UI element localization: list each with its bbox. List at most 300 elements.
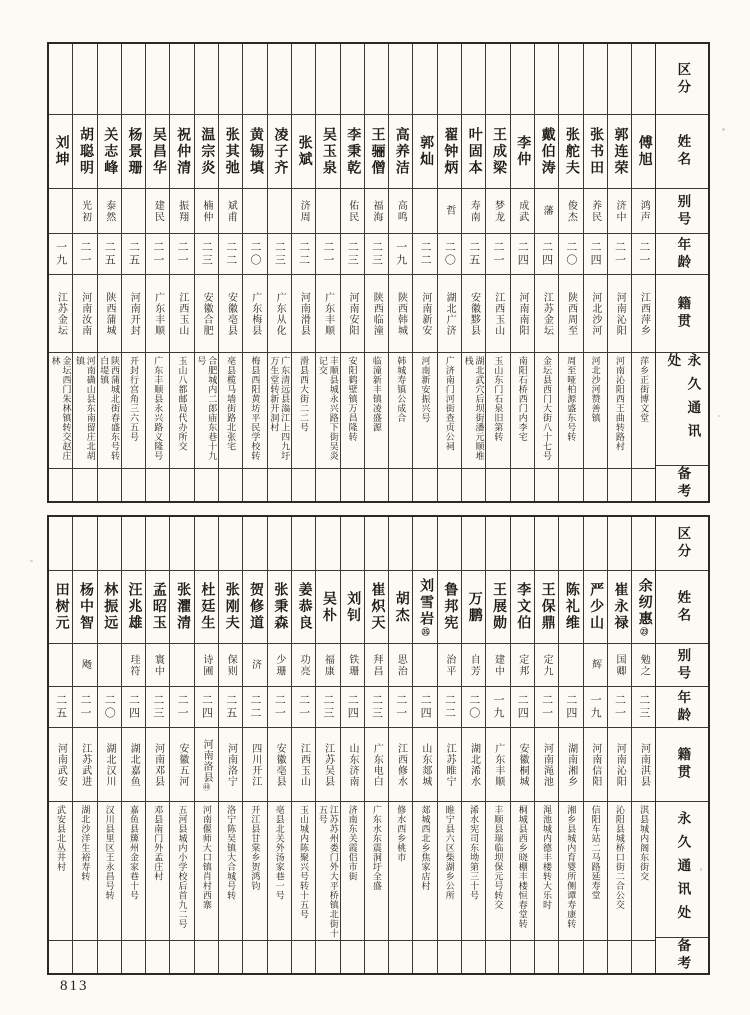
cell-name-text bbox=[51, 135, 71, 168]
cell-address bbox=[486, 802, 509, 941]
cell-name-text bbox=[585, 127, 605, 177]
cell-address bbox=[49, 802, 72, 941]
cell-address bbox=[389, 353, 412, 469]
cell-name-text bbox=[634, 578, 654, 636]
cell-name bbox=[341, 115, 364, 189]
cell-age bbox=[98, 687, 121, 728]
cell-alias bbox=[49, 644, 72, 687]
cell-address-text bbox=[638, 356, 649, 423]
cell-address-text bbox=[347, 805, 358, 881]
cell-remarks bbox=[292, 941, 315, 973]
cell-alias-value: 斌甫 bbox=[225, 199, 237, 223]
cell-origin bbox=[389, 275, 412, 353]
cell-alias-text bbox=[320, 654, 335, 677]
cell-division bbox=[511, 44, 534, 115]
cell-address bbox=[170, 802, 193, 941]
cell-age-text bbox=[466, 241, 482, 267]
cell-origin-text bbox=[395, 743, 407, 787]
cell-remarks bbox=[49, 469, 72, 501]
scan-speck bbox=[718, 415, 720, 417]
cell-division bbox=[438, 44, 461, 115]
cell-alias-text bbox=[393, 200, 408, 223]
cell-age bbox=[98, 234, 121, 275]
cell-name bbox=[195, 571, 218, 644]
cell-address-value: 韩城寿镇公成合 bbox=[396, 356, 407, 423]
person-column bbox=[97, 517, 121, 973]
cell-remarks bbox=[632, 469, 655, 501]
cell-origin bbox=[486, 275, 509, 353]
cell-remarks bbox=[462, 469, 485, 501]
cell-address-text bbox=[50, 356, 72, 468]
cell-alias bbox=[73, 189, 96, 234]
cell-division bbox=[170, 517, 193, 571]
cell-alias-value: 建中 bbox=[492, 653, 504, 677]
cell-address-value: 金坛县西门大街八十七号 bbox=[541, 356, 552, 461]
cell-origin-text bbox=[346, 743, 358, 787]
cell-address bbox=[219, 802, 242, 941]
cell-origin-value: 山东郯城 bbox=[419, 742, 431, 787]
cell-origin-text bbox=[638, 292, 650, 336]
cell-division bbox=[632, 44, 655, 115]
cell-division bbox=[365, 517, 388, 571]
cell-name bbox=[365, 571, 388, 644]
cell-address-text bbox=[225, 805, 236, 900]
cell-origin-text bbox=[517, 292, 529, 336]
cell-address-text bbox=[565, 805, 576, 929]
person-column bbox=[437, 44, 461, 501]
cell-division bbox=[413, 517, 436, 571]
row-header-label: 区分 bbox=[675, 61, 691, 97]
cell-name bbox=[49, 571, 72, 644]
cell-age-value: 二三 bbox=[346, 241, 359, 267]
cell-age-text bbox=[539, 694, 555, 720]
person-column bbox=[169, 517, 193, 973]
cell-origin-value: 广东丰顺 bbox=[322, 291, 334, 336]
cell-alias bbox=[268, 644, 291, 687]
cell-name-value: 刘坤 bbox=[53, 135, 69, 168]
cell-name bbox=[268, 571, 291, 644]
cell-address bbox=[632, 802, 655, 941]
cell-remarks bbox=[268, 941, 291, 973]
cell-age-text bbox=[441, 694, 457, 720]
cell-address-text bbox=[493, 805, 504, 910]
cell-age bbox=[195, 687, 218, 728]
cell-age-value: 二〇 bbox=[443, 241, 456, 267]
row-header-label: 姓名 bbox=[675, 134, 691, 169]
cell-alias-text bbox=[588, 659, 603, 671]
cell-age-value: 二三 bbox=[151, 694, 164, 720]
row-header-label: 永久通讯处 bbox=[675, 810, 691, 929]
cell-remarks bbox=[486, 941, 509, 973]
cell-alias-value: 少珊 bbox=[273, 653, 285, 677]
cell-address-text bbox=[55, 805, 66, 872]
cell-origin-value: 广东从化 bbox=[274, 291, 286, 336]
cell-name-text bbox=[221, 582, 241, 632]
cell-remarks bbox=[73, 941, 96, 973]
cell-division bbox=[98, 517, 121, 571]
cell-alias bbox=[219, 189, 242, 234]
cell-address-value: 江苏苏州娄门外大平桥镇北街十五号 bbox=[317, 805, 339, 938]
cell-address-value: 临潼新丰镇凌盛源 bbox=[371, 356, 382, 432]
cell-origin-value: 江苏吴县 bbox=[322, 742, 334, 787]
person-column bbox=[72, 44, 96, 501]
cell-origin bbox=[462, 728, 485, 802]
cell-alias-text bbox=[248, 659, 263, 671]
cell-name-text bbox=[221, 127, 241, 177]
cell-origin bbox=[195, 728, 218, 802]
cell-address bbox=[413, 353, 436, 469]
cell-age bbox=[122, 234, 145, 275]
cell-name-value: 余纫惠 bbox=[636, 578, 652, 628]
cell-age-value: 二二 bbox=[249, 694, 262, 720]
person-column bbox=[461, 44, 485, 501]
cell-origin-text bbox=[541, 292, 553, 336]
cell-origin bbox=[632, 728, 655, 802]
cell-alias bbox=[486, 189, 509, 234]
cell-age bbox=[341, 234, 364, 275]
cell-alias-value: 俊杰 bbox=[565, 199, 577, 223]
cell-alias bbox=[243, 189, 266, 234]
cell-age-value: 二四 bbox=[540, 241, 553, 267]
cell-name bbox=[389, 571, 412, 644]
person-column bbox=[437, 517, 461, 973]
cell-division bbox=[49, 44, 72, 115]
cell-name bbox=[122, 571, 145, 644]
cell-origin-text bbox=[274, 292, 286, 336]
cell-alias-text bbox=[102, 200, 117, 223]
cell-address-text bbox=[420, 805, 431, 891]
cell-address-value: 玉山城内陈聚兴号转十五号 bbox=[299, 805, 310, 919]
cell-age-value: 二一 bbox=[491, 241, 504, 267]
person-column bbox=[340, 517, 364, 973]
cell-division bbox=[146, 517, 169, 571]
cell-name-value: 林振远 bbox=[102, 582, 118, 632]
cell-name-value: 黄锡填 bbox=[248, 126, 264, 177]
cell-alias-text bbox=[223, 200, 238, 223]
cell-alias-text bbox=[515, 200, 530, 223]
cell-division bbox=[170, 44, 193, 115]
cell-address-value: 广东水东震洞圩全盛 bbox=[371, 805, 382, 891]
cell-alias bbox=[486, 644, 509, 687]
cell-address-text bbox=[614, 356, 625, 451]
cell-alias-text bbox=[199, 200, 214, 223]
cell-name-text bbox=[561, 127, 581, 177]
cell-division bbox=[413, 44, 436, 115]
cell-alias bbox=[632, 189, 655, 234]
cell-name-text bbox=[342, 591, 362, 624]
cell-division bbox=[486, 517, 509, 571]
cell-name-text bbox=[464, 127, 484, 177]
cell-alias bbox=[73, 644, 96, 687]
cell-age-value: 二二 bbox=[224, 241, 237, 267]
cell-origin-text bbox=[298, 743, 310, 787]
cell-name bbox=[316, 115, 339, 189]
cell-alias bbox=[49, 189, 72, 234]
cell-origin-text bbox=[468, 292, 480, 336]
cell-alias-text bbox=[369, 654, 384, 677]
cell-origin-value: 河南渑池 bbox=[541, 742, 553, 787]
cell-alias-text bbox=[442, 205, 457, 217]
person-column bbox=[461, 517, 485, 973]
cell-origin-value: 湖南湘乡 bbox=[565, 742, 577, 787]
cell-remarks bbox=[535, 469, 558, 501]
cell-name-value: 张刚夫 bbox=[223, 582, 239, 632]
cell-alias bbox=[316, 189, 339, 234]
cell-origin bbox=[511, 275, 534, 353]
cell-alias bbox=[413, 189, 436, 234]
cell-origin-value: 河南洛宁 bbox=[225, 742, 237, 787]
cell-address bbox=[632, 353, 655, 469]
cell-origin-text bbox=[152, 743, 164, 787]
cell-address-text bbox=[590, 356, 601, 423]
cell-origin-value: 江西玉山 bbox=[298, 742, 310, 787]
person-column bbox=[121, 44, 145, 501]
cell-address-text bbox=[614, 805, 625, 910]
annotation-mark: ㊵ bbox=[202, 782, 212, 791]
cell-age-value: 二〇 bbox=[467, 694, 480, 720]
cell-alias bbox=[365, 189, 388, 234]
cell-origin bbox=[243, 728, 266, 802]
cell-origin-value: 江西萍乡 bbox=[638, 291, 650, 336]
cell-name-value: 吴玉泉 bbox=[320, 126, 336, 177]
cell-age bbox=[195, 234, 218, 275]
cell-alias-value: 济中 bbox=[613, 199, 625, 223]
person-column bbox=[510, 44, 534, 501]
cell-age-value: 二四 bbox=[200, 694, 213, 720]
cell-name bbox=[170, 571, 193, 644]
cell-age-text bbox=[636, 694, 652, 720]
cell-address-text bbox=[517, 356, 528, 442]
cell-origin-value: 河南信阳 bbox=[589, 742, 601, 787]
cell-alias-value: 勉之 bbox=[638, 653, 650, 677]
cell-address-text bbox=[128, 356, 139, 442]
cell-remarks bbox=[98, 941, 121, 973]
cell-address-text bbox=[463, 356, 485, 468]
cell-age-text bbox=[587, 241, 603, 267]
cell-alias-value: 飏 bbox=[79, 659, 91, 671]
cell-name-value: 张舵夫 bbox=[563, 126, 579, 177]
row-header-column bbox=[655, 517, 708, 973]
scan-speck bbox=[30, 560, 33, 562]
cell-division bbox=[608, 517, 631, 571]
cell-origin-text bbox=[103, 292, 115, 336]
cell-alias bbox=[316, 644, 339, 687]
cell-name bbox=[365, 115, 388, 189]
cell-alias-value: 楠仲 bbox=[200, 199, 212, 223]
cell-name-value: 汪兆雄 bbox=[126, 582, 142, 632]
cell-name-value: 田树元 bbox=[53, 582, 69, 632]
cell-origin bbox=[146, 275, 169, 353]
cell-name-value: 万鹏 bbox=[466, 590, 482, 624]
cell-name bbox=[98, 571, 121, 644]
cell-alias-value: 珪符 bbox=[128, 653, 140, 677]
cell-origin-text bbox=[249, 743, 261, 787]
cell-remarks bbox=[559, 941, 582, 973]
cell-name-text bbox=[51, 582, 71, 632]
cell-alias bbox=[559, 189, 582, 234]
cell-age-text bbox=[466, 694, 482, 720]
cell-alias bbox=[195, 644, 218, 687]
row-header-column bbox=[655, 44, 708, 501]
cell-division bbox=[535, 517, 558, 571]
cell-alias-value: 铁珊 bbox=[346, 653, 358, 677]
cell-address-value: 河南偃师大口镇肖村西寨 bbox=[201, 805, 212, 910]
cell-address-value: 桐城县西乡晓棚丰楼恒春堂转 bbox=[517, 805, 528, 929]
cell-address-value: 金坛西门朱林镇转交赵庄林 bbox=[50, 356, 72, 461]
cell-alias-text bbox=[636, 654, 651, 677]
cell-origin bbox=[73, 275, 96, 353]
cell-age-value: 二四 bbox=[564, 694, 577, 720]
cell-origin-value: 湖北嘉鱼 bbox=[128, 742, 140, 787]
cell-address-text bbox=[196, 356, 218, 468]
cell-address bbox=[243, 353, 266, 469]
cell-name-text bbox=[439, 127, 459, 177]
cell-origin-text bbox=[541, 743, 553, 787]
cell-name bbox=[486, 115, 509, 189]
cell-address-value: 河南确山县东南留庄北胡镇 bbox=[74, 356, 96, 461]
row-header-label: 籍贯 bbox=[675, 296, 691, 331]
cell-alias-text bbox=[612, 200, 627, 223]
cell-age bbox=[170, 234, 193, 275]
cell-name-text bbox=[245, 127, 265, 177]
cell-address-text bbox=[517, 805, 528, 929]
cell-address bbox=[535, 353, 558, 469]
cell-name-text bbox=[537, 127, 557, 177]
row-header-cell bbox=[656, 234, 708, 275]
cell-origin-value: 河南武安 bbox=[55, 742, 67, 787]
cell-name-value: 傅旭 bbox=[636, 135, 652, 168]
person-column bbox=[218, 517, 242, 973]
cell-origin bbox=[170, 728, 193, 802]
cell-address-text bbox=[269, 356, 291, 468]
cell-name bbox=[559, 115, 582, 189]
cell-remarks bbox=[511, 469, 534, 501]
cell-origin bbox=[413, 728, 436, 802]
cell-alias bbox=[268, 189, 291, 234]
cell-age-text bbox=[611, 694, 627, 720]
cell-name-text bbox=[196, 127, 216, 177]
cell-alias-value: 建民 bbox=[152, 199, 164, 223]
cell-alias-value: 哲 bbox=[443, 205, 455, 217]
cell-origin-value: 安徽亳县 bbox=[274, 742, 286, 787]
cell-remarks bbox=[243, 469, 266, 501]
cell-division bbox=[511, 517, 534, 571]
cell-origin-value: 广东丰顺 bbox=[152, 291, 164, 336]
cell-name bbox=[486, 571, 509, 644]
cell-age bbox=[292, 687, 315, 728]
cell-alias-text bbox=[175, 200, 190, 223]
cell-address-text bbox=[420, 356, 431, 423]
person-column bbox=[510, 517, 534, 973]
cell-alias-value: 济 bbox=[249, 659, 261, 671]
cell-age-text bbox=[126, 694, 142, 720]
cell-address-text bbox=[444, 356, 455, 451]
cell-age-value: 二三 bbox=[321, 694, 334, 720]
cell-age-text bbox=[223, 241, 239, 267]
cell-origin bbox=[559, 275, 582, 353]
cell-age-text bbox=[563, 694, 579, 720]
cell-remarks bbox=[365, 469, 388, 501]
cell-division bbox=[243, 517, 266, 571]
cell-alias bbox=[292, 644, 315, 687]
cell-alias-value: 光初 bbox=[79, 199, 91, 223]
cell-alias-text bbox=[369, 200, 384, 223]
cell-division bbox=[219, 517, 242, 571]
cell-address bbox=[438, 802, 461, 941]
cell-origin-text bbox=[103, 743, 115, 787]
cell-address-text bbox=[395, 356, 406, 423]
cell-alias bbox=[170, 189, 193, 234]
cell-address-text bbox=[541, 356, 552, 461]
cell-origin-value: 山东济南 bbox=[346, 742, 358, 787]
cell-origin-text bbox=[152, 292, 164, 336]
cell-age-value: 二一 bbox=[151, 241, 164, 267]
cell-remarks bbox=[413, 941, 436, 973]
cell-age bbox=[49, 234, 72, 275]
cell-origin-text bbox=[614, 292, 626, 336]
cell-address bbox=[195, 353, 218, 469]
cell-name-text bbox=[269, 127, 289, 177]
cell-origin bbox=[219, 275, 242, 353]
cell-alias bbox=[438, 644, 461, 687]
cell-address bbox=[462, 353, 485, 469]
cell-age bbox=[219, 234, 242, 275]
cell-address bbox=[98, 802, 121, 941]
cell-origin-value: 安徽亳县 bbox=[225, 291, 237, 336]
cell-origin-text bbox=[201, 739, 213, 791]
cell-remarks bbox=[608, 941, 631, 973]
cell-address-text bbox=[493, 356, 504, 442]
cell-address bbox=[292, 353, 315, 469]
cell-origin bbox=[462, 275, 485, 353]
cell-alias bbox=[511, 189, 534, 234]
cell-division bbox=[341, 44, 364, 115]
cell-name-value: 温宗炎 bbox=[199, 126, 215, 177]
cell-remarks bbox=[511, 941, 534, 973]
cell-name-value: 张秉森 bbox=[272, 582, 288, 632]
cell-origin bbox=[584, 275, 607, 353]
cell-age bbox=[316, 687, 339, 728]
cell-name-value: 胡杰 bbox=[393, 590, 409, 624]
person-column bbox=[242, 44, 266, 501]
cell-origin-text bbox=[444, 292, 456, 336]
cell-origin-value: 广东丰顺 bbox=[492, 742, 504, 787]
cell-age-value: 二三 bbox=[200, 241, 213, 267]
cell-remarks bbox=[413, 469, 436, 501]
person-column bbox=[242, 517, 266, 973]
cell-age bbox=[49, 687, 72, 728]
cell-alias bbox=[219, 644, 242, 687]
cell-origin-text bbox=[79, 292, 91, 336]
cell-name-text bbox=[99, 127, 119, 177]
cell-age-value: 二四 bbox=[127, 694, 140, 720]
cell-origin-value: 安徽五河 bbox=[176, 742, 188, 787]
person-column bbox=[267, 517, 291, 973]
cell-age-text bbox=[296, 241, 312, 267]
cell-address-value: 修水西乡桃市 bbox=[396, 805, 407, 862]
cell-alias bbox=[389, 644, 412, 687]
cell-age-text bbox=[490, 694, 506, 720]
cell-alias-value: 藩 bbox=[541, 205, 553, 217]
cell-age-text bbox=[514, 241, 530, 267]
cell-age-text bbox=[441, 241, 457, 267]
cell-division bbox=[584, 44, 607, 115]
cell-alias-text bbox=[442, 654, 457, 677]
cell-origin-value: 河南安阳 bbox=[346, 291, 358, 336]
cell-address bbox=[511, 353, 534, 469]
cell-name-text bbox=[269, 582, 289, 632]
cell-remarks bbox=[389, 941, 412, 973]
